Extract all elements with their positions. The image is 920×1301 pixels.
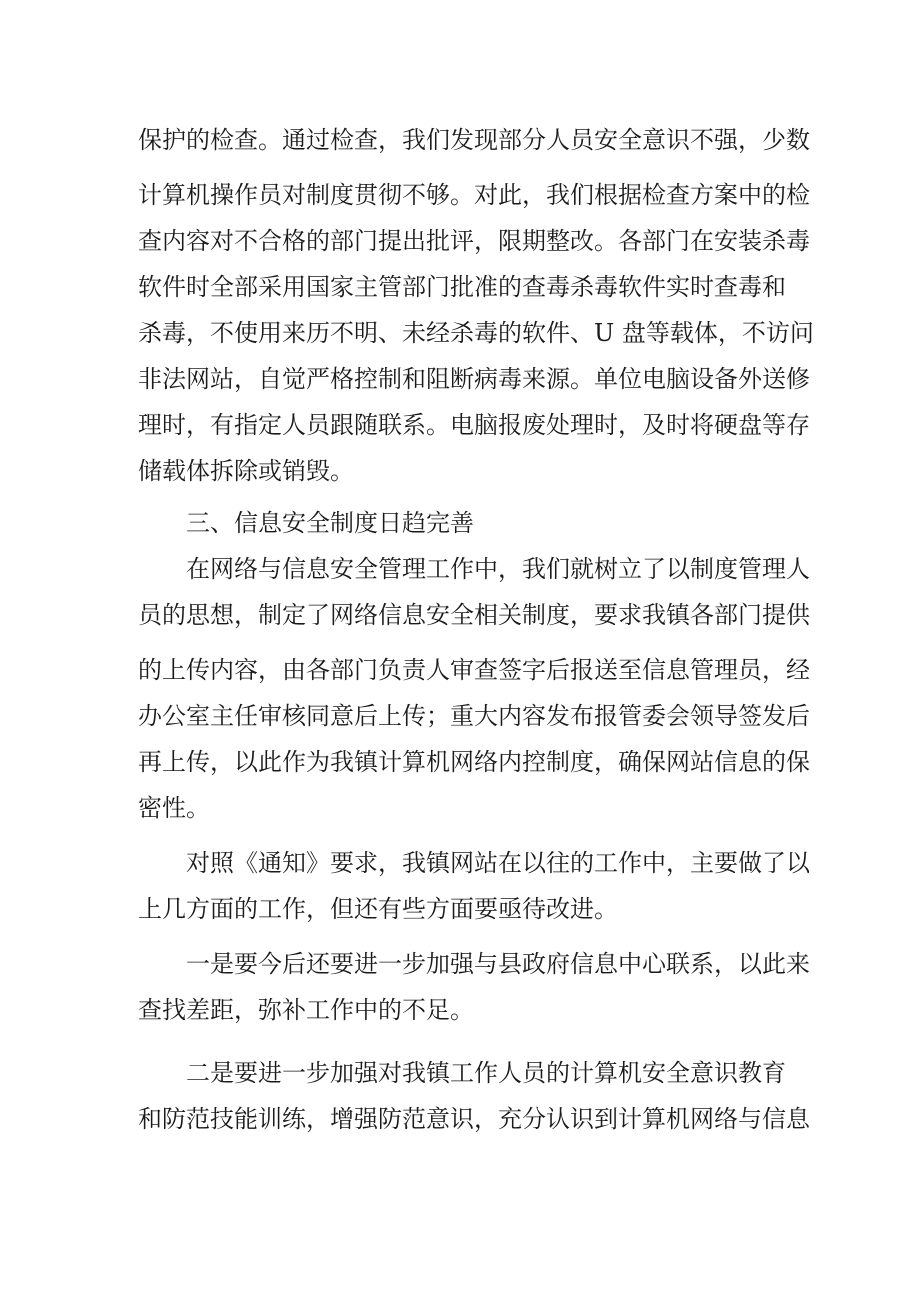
text-line: 理时，有指定人员跟随联系。电脑报废处理时，及时将硬盘等存: [138, 411, 810, 439]
text-line: 计算机操作员对制度贯彻不够。对此，我们根据检查方案中的检: [138, 181, 810, 209]
text-line: 保护的检查。通过检查，我们发现部分人员安全意识不强，少数: [138, 126, 810, 154]
text-line: 查内容对不合格的部门提出批评，限期整改。各部门在安装杀毒: [138, 227, 810, 255]
text-line: 密性。: [138, 794, 210, 822]
text-line: 二是要进一步加强对我镇工作人员的计算机安全意识教育: [186, 1059, 786, 1087]
section-heading: 三、信息安全制度日趋完善: [186, 509, 474, 537]
text-line: 再上传，以此作为我镇计算机网络内控制度，确保网站信息的保: [138, 748, 810, 776]
text-line: 查找差距，弥补工作中的不足。: [138, 996, 474, 1024]
text-line: 在网络与信息安全管理工作中，我们就树立了以制度管理人: [186, 555, 810, 583]
text-line: 非法网站，自觉严格控制和阻断病毒来源。单位电脑设备外送修: [138, 365, 810, 393]
text-line: 上几方面的工作，但还有些方面要亟待改进。: [138, 895, 618, 923]
text-line: 和防范技能训练，增强防范意识，充分认识到计算机网络与信息: [138, 1105, 810, 1133]
text-line: 杀毒，不使用来历不明、未经杀毒的软件、U 盘等载体，不访问: [138, 319, 814, 347]
text-line: 对照《通知》要求，我镇网站在以往的工作中，主要做了以: [186, 849, 810, 877]
text-line: 一是要今后还要进一步加强与县政府信息中心联系，以此来: [186, 950, 810, 978]
text-line: 办公室主任审核同意后上传；重大内容发布报管委会领导签发后: [138, 702, 810, 730]
text-line: 员的思想，制定了网络信息安全相关制度，要求我镇各部门提供: [138, 601, 810, 629]
text-line: 储载体拆除或销毁。: [138, 457, 354, 485]
text-line: 软件时全部采用国家主管部门批准的查毒杀毒软件实时查毒和: [138, 273, 786, 301]
text-line: 的上传内容，由各部门负责人审查签字后报送至信息管理员，经: [138, 656, 810, 684]
